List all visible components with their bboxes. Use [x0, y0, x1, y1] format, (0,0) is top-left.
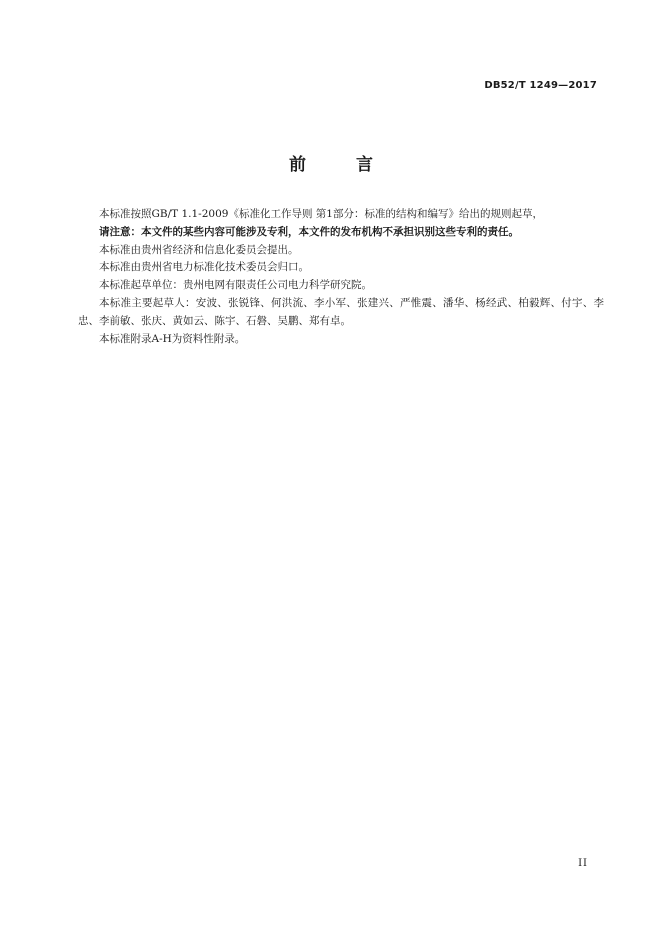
page-title: 前 言 — [289, 155, 395, 175]
paragraph-administrator: 本标准由贵州省电力标准化技术委员会归口。 — [99, 261, 309, 274]
paragraph-drafting-rules: 本标准按照GB/T 1.1-2009《标准化工作导则 第1部分：标准的结构和编写》给出的规则起草， — [99, 208, 543, 220]
paragraph-drafting-unit: 本标准起草单位：贵州电网有限责任公司电力科学研究院。 — [99, 279, 372, 292]
paragraph-proposer: 本标准由贵州省经济和信息化委员会提出。 — [99, 243, 299, 256]
standard-code: DB52/T 1249—2017 — [484, 80, 597, 91]
paragraph-drafters: 本标准主要起草人：安波、张锐锋、何洪流、李小军、张建兴、严惟震、潘华、杨经武、柏毅辉、付宇、李忠、李前敏、张庆、黄如云、陈宇、石磐、吴鹏、郑有卓。 — [78, 296, 604, 327]
page-number: II — [578, 858, 588, 869]
foreword-body — [78, 206, 604, 348]
paragraph-appendix: 本标准附录A-H为资料性附录。 — [99, 332, 246, 345]
paragraph-patent-notice: 请注意：本文件的某些内容可能涉及专利，本文件的发布机构不承担识别这些专利的责任。 — [99, 225, 519, 238]
